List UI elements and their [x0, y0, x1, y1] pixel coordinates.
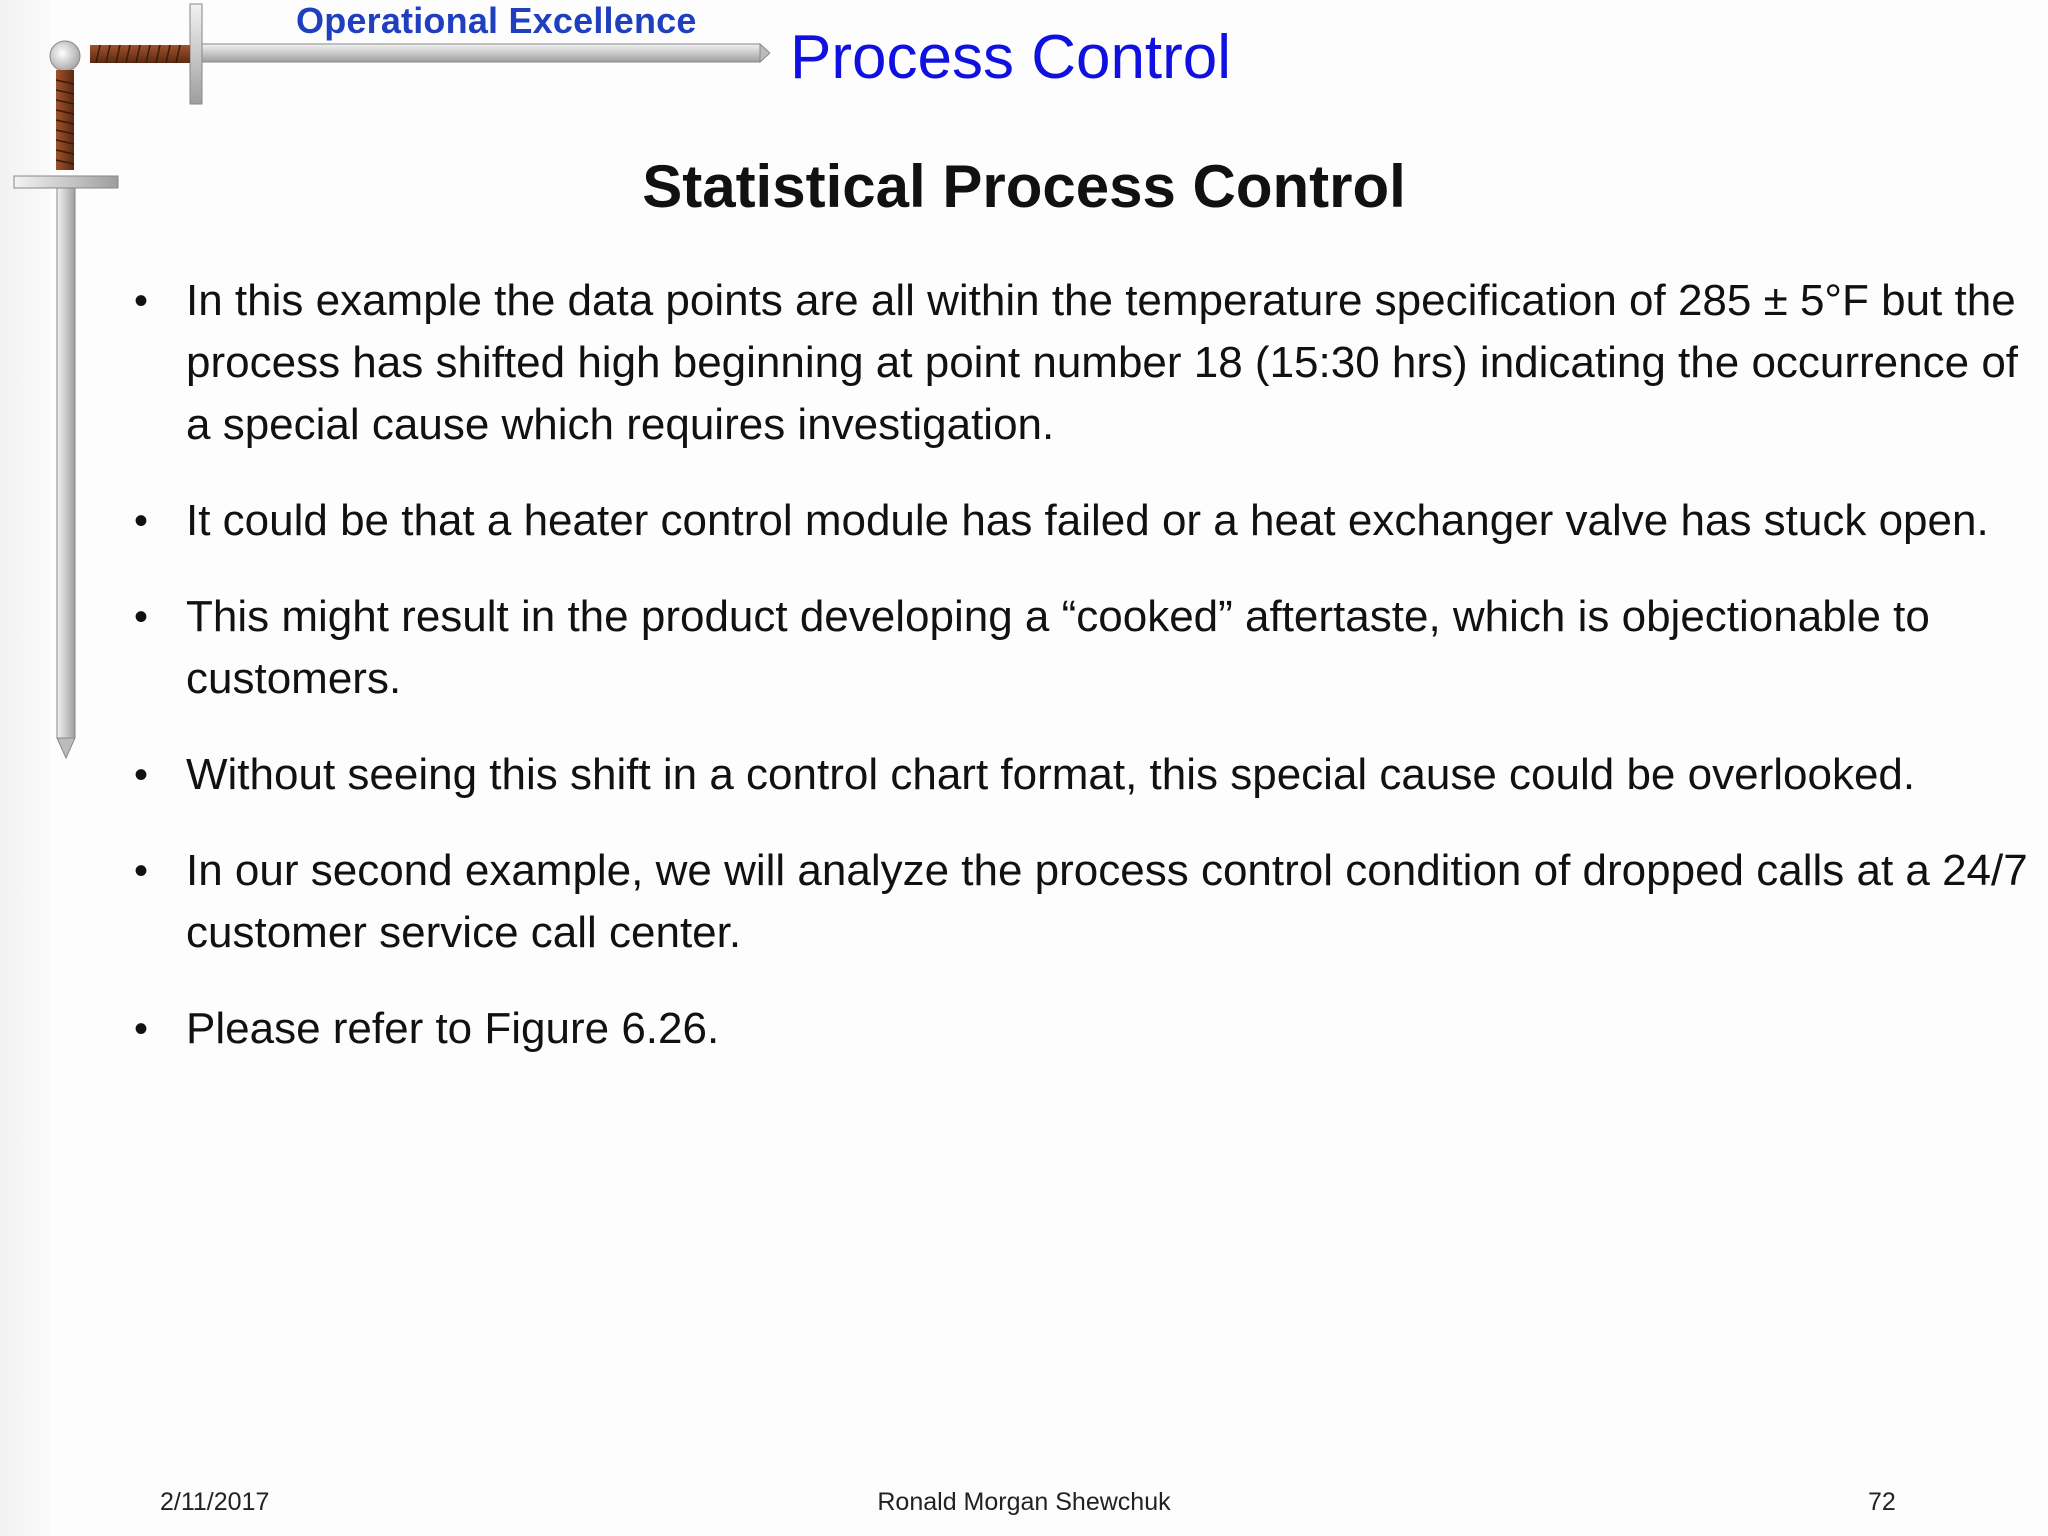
bullet-list — [130, 270, 2030, 1094]
bullet-text: In this example the data points are all within the temperature specification of 285 ± 5°F but the process has shifted high beginning at point number 18 (15:30 hrs) indicating the occurrence of a special cause which requires investigation. — [186, 276, 2019, 449]
footer-page-number: 72 — [1868, 1488, 1896, 1516]
bullet-text: It could be that a heater control module has failed or a heat exchanger valve has stuck open. — [186, 496, 1989, 545]
bullet-icon: • — [134, 1007, 149, 1051]
bullet-item — [130, 998, 2030, 1060]
slide-title: Statistical Process Control — [642, 153, 1406, 220]
bullet-text: In our second example, we will analyze the process control condition of dropped calls at a 24/7 customer service call center. — [186, 846, 2028, 957]
bullet-item — [130, 586, 2030, 710]
section-title: Process Control — [790, 23, 1232, 92]
footer-date: 2/11/2017 — [160, 1488, 270, 1516]
bullet-icon: • — [134, 849, 149, 893]
bullet-item — [130, 744, 2030, 806]
bullet-text: Please refer to Figure 6.26. — [186, 1004, 720, 1053]
bullet-text: Without seeing this shift in a control chart format, this special cause could be overlooked. — [186, 750, 1916, 799]
banner-text: Operational Excellence — [296, 0, 697, 41]
bullet-item — [130, 270, 2030, 456]
bullet-icon: • — [134, 753, 149, 797]
bullet-text: This might result in the product developing a “cooked” aftertaste, which is objectionable to customers. — [186, 592, 1930, 703]
bullet-item — [130, 840, 2030, 964]
bullet-icon: • — [134, 499, 149, 543]
bullet-icon: • — [134, 279, 149, 323]
sword-icon — [10, 40, 130, 760]
footer-author: Ronald Morgan Shewchuk — [877, 1488, 1171, 1516]
bullet-item — [130, 490, 2030, 552]
bullet-icon: • — [134, 595, 149, 639]
